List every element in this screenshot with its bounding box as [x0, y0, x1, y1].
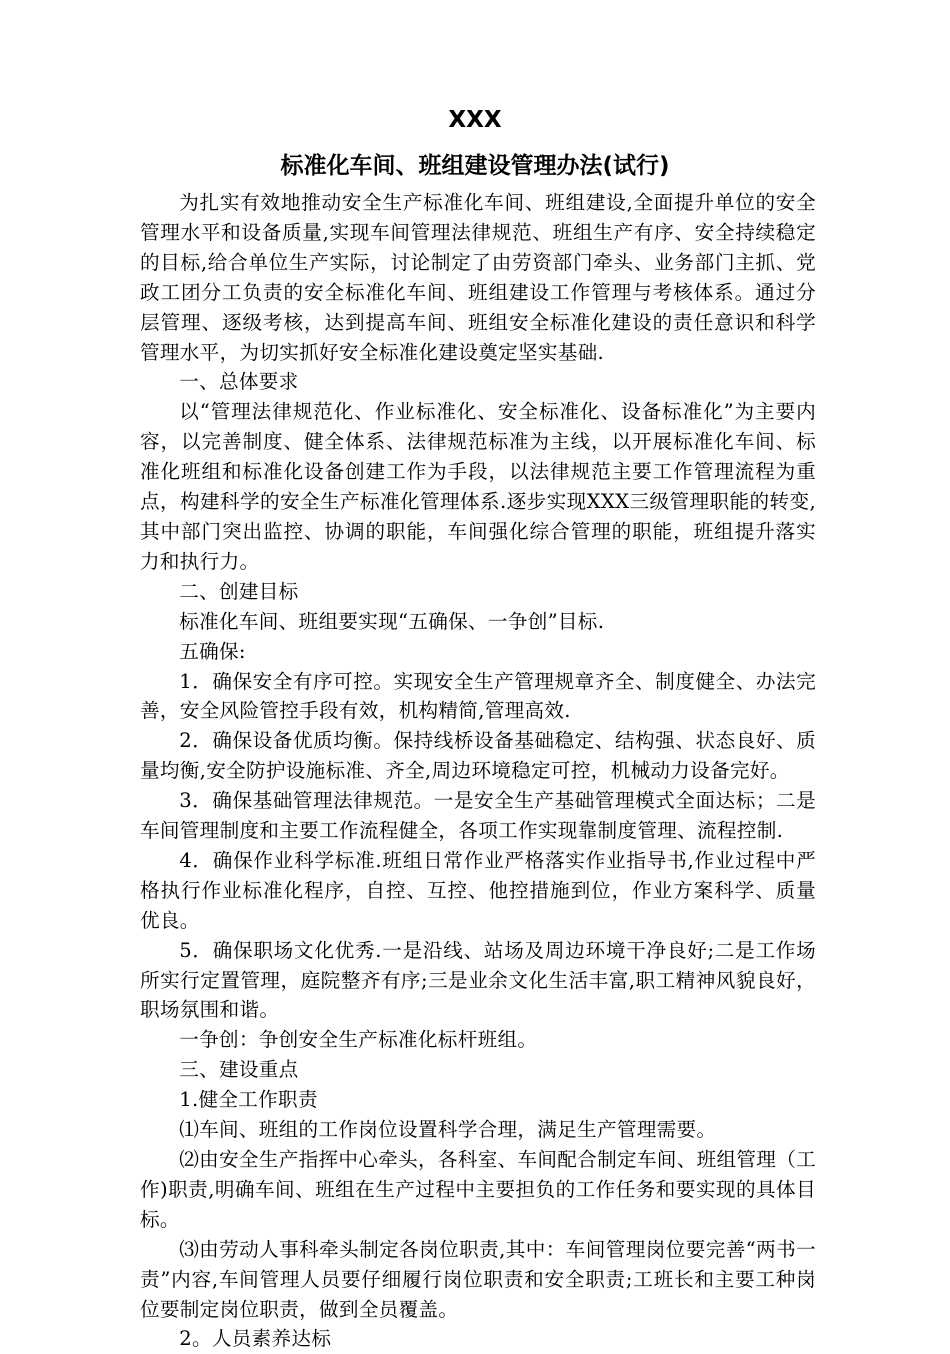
document-org: XXX: [448, 107, 502, 133]
document-title: 标准化车间、班组建设管理办法(试行): [280, 153, 670, 179]
list-item-duty-1: ⑴车间、班组的工作岗位设置科学合理，满足生产管理需要。: [179, 1118, 717, 1142]
list-item-ensure-3: 3．确保基础管理法律规范。一是安全生产基础管理模式全面达标；二是车间管理制度和主要工作流程健全，各项工作实现靠制度管理、流程控制.: [140, 789, 816, 843]
section-heading-key-points: 三、建设重点: [179, 1058, 299, 1082]
list-item-duty-3: ⑶由劳动人事科牵头制定各岗位职责,其中：车间管理岗位要完善“两书一责”内容,车间管理人员要仔细履行岗位职责和安全职责;工班长和主要工种岗位要制定岗位职责，做到全员覆盖。: [140, 1237, 816, 1321]
section-heading-general-requirements: 一、总体要求: [179, 370, 299, 394]
paragraph-general-requirements: 以“管理法律规范化、作业标准化、安全标准化、设备标准化”为主要内容，以完善制度、健全体系、法律规范标准为主线，以开展标准化车间、标准化班组和标准化设备创建工作为手段，以法律规范主要工作管理流程为重点，构建科学的安全生产标准化管理体系.逐步实现XXX三级管理职能的转变,其中部门突出监控、协调的职能，车间强化综合管理的职能，班组提升落实力和执行力。: [140, 400, 816, 573]
subheading-personnel: 2。人员素养达标: [179, 1327, 332, 1351]
list-item-ensure-1: 1．确保安全有序可控。实现安全生产管理规章齐全、制度健全、办法完善，安全风险管控手段有效，机构精简,管理高效.: [140, 669, 816, 723]
paragraph-one-strive: 一争创：争创安全生产标准化标杆班组。: [179, 1028, 538, 1052]
intro-paragraph: 为扎实有效地推动安全生产标准化车间、班组建设,全面提升单位的安全管理水平和设备质量,实现车间管理法律规范、班组生产有序、安全持续稳定的目标,给合单位生产实际，讨论制定了由劳资部门牵头、业务部门主抓、党政工团分工负责的安全标准化车间、班组建设工作管理与考核体系。通过分层管理、逐级考核，达到提高车间、班组安全标准化建设的责任意识和科学管理水平，为切实抓好安全标准化建设奠定坚实基础.: [140, 191, 816, 364]
subheading-five-ensures: 五确保:: [179, 639, 246, 663]
document-body: [140, 188, 816, 1354]
list-item-ensure-5: 5．确保职场文化优秀.一是沿线、站场及周边环境干净良好;二是工作场所实行定置管理，庭院整齐有序;三是业余文化生活丰富,职工精神风貌良好，职场氛围和谐。: [140, 938, 816, 1022]
section-heading-goals: 二、创建目标: [179, 579, 299, 603]
list-item-duty-2: ⑵由安全生产指挥中心牵头，各科室、车间配合制定车间、班组管理（工作)职责,明确车间、班组在生产过程中主要担负的工作任务和要实现的具体目标。: [140, 1148, 816, 1231]
list-item-ensure-4: 4．确保作业科学标准.班组日常作业严格落实作业指导书,作业过程中严格执行作业标准化程序，自控、互控、他控措施到位，作业方案科学、质量优良。: [140, 848, 816, 932]
paragraph-goals: 标准化车间、班组要实现“五确保、一争创”目标.: [179, 609, 605, 633]
list-item-ensure-2: 2．确保设备优质均衡。保持线桥设备基础稳定、结构强、状态良好、质量均衡,安全防护设施标准、齐全,周边环境稳定可控，机械动力设备完好。: [140, 729, 816, 783]
subheading-duties: 1.健全工作职责: [179, 1088, 318, 1112]
